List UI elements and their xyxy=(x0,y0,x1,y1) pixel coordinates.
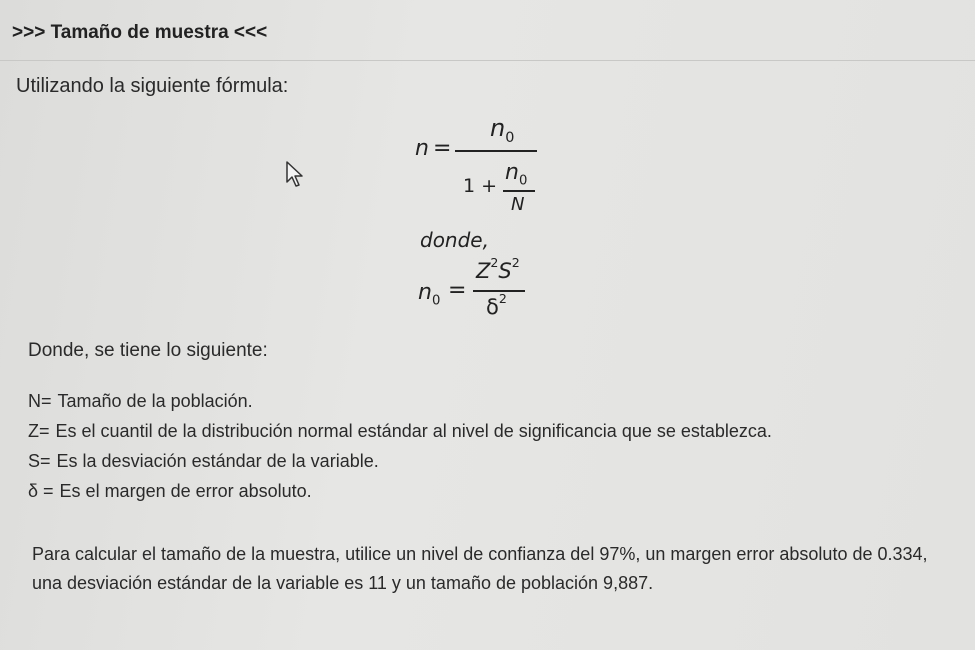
mouse-pointer-icon xyxy=(285,160,305,188)
formula-numerator xyxy=(490,114,514,146)
definitions-subtitle: Donde, se tiene lo siguiente: xyxy=(28,340,268,361)
definition-symbol: N= xyxy=(28,391,52,411)
definitions-list xyxy=(28,390,772,510)
n0-numerator xyxy=(476,255,520,283)
n0-s: S xyxy=(498,259,512,283)
definition-symbol: Z= xyxy=(28,421,50,441)
n0-delta-exp: 2 xyxy=(498,291,507,307)
n0-label xyxy=(418,280,440,308)
formula-sub0: 0 xyxy=(505,129,515,146)
formula-one-plus: 1 + xyxy=(463,175,498,197)
formula-n: n xyxy=(415,136,429,161)
formula-inner-numerator xyxy=(505,160,527,188)
definition-text: Tamaño de la población. xyxy=(57,391,253,411)
formula-inner-sub0: 0 xyxy=(518,173,528,189)
n0-sub0: 0 xyxy=(431,293,441,309)
formula-n0: n xyxy=(490,114,506,142)
formula-donde: donde, xyxy=(420,228,489,252)
definition-text: Es el margen de error absoluto. xyxy=(59,481,312,501)
formula-inner-n0: n xyxy=(505,160,519,185)
n0-delta: δ xyxy=(486,295,499,319)
definition-item xyxy=(28,480,772,510)
fraction-bar xyxy=(455,150,537,152)
definition-text: Es la desviación estándar de la variable. xyxy=(56,451,379,471)
definition-text: Es el cuantil de la distribución normal estándar al nivel de significancia que se establezca. xyxy=(55,421,772,441)
definition-item xyxy=(28,450,772,480)
n0-s-exp: 2 xyxy=(511,255,520,271)
n0-equals: = xyxy=(448,278,467,303)
sample-size-formula xyxy=(415,112,555,222)
definition-item xyxy=(28,420,772,450)
problem-statement: Para calcular el tamaño de la muestra, utilice un nivel de confianza del 97%, un margen error absoluto de 0.334, una desviación estándar de la variable es 11 y un tamaño de población 9,887. xyxy=(32,544,928,593)
section-heading: >>> Tamaño de muestra <<< xyxy=(12,22,268,43)
n0-z: Z xyxy=(476,259,491,283)
definition-symbol: δ = xyxy=(28,481,54,501)
intro-text: Utilizando la siguiente fórmula: xyxy=(16,75,289,97)
n0-n: n xyxy=(418,280,432,305)
n0-formula xyxy=(418,255,548,333)
n0-denominator xyxy=(486,291,507,319)
divider xyxy=(0,60,975,61)
inner-fraction-bar xyxy=(503,190,535,192)
n0-z-exp: 2 xyxy=(490,255,499,271)
definition-item xyxy=(28,390,772,420)
formula-equals: = xyxy=(433,136,452,161)
formula-N: N xyxy=(511,194,525,215)
definition-symbol: S= xyxy=(28,451,51,471)
